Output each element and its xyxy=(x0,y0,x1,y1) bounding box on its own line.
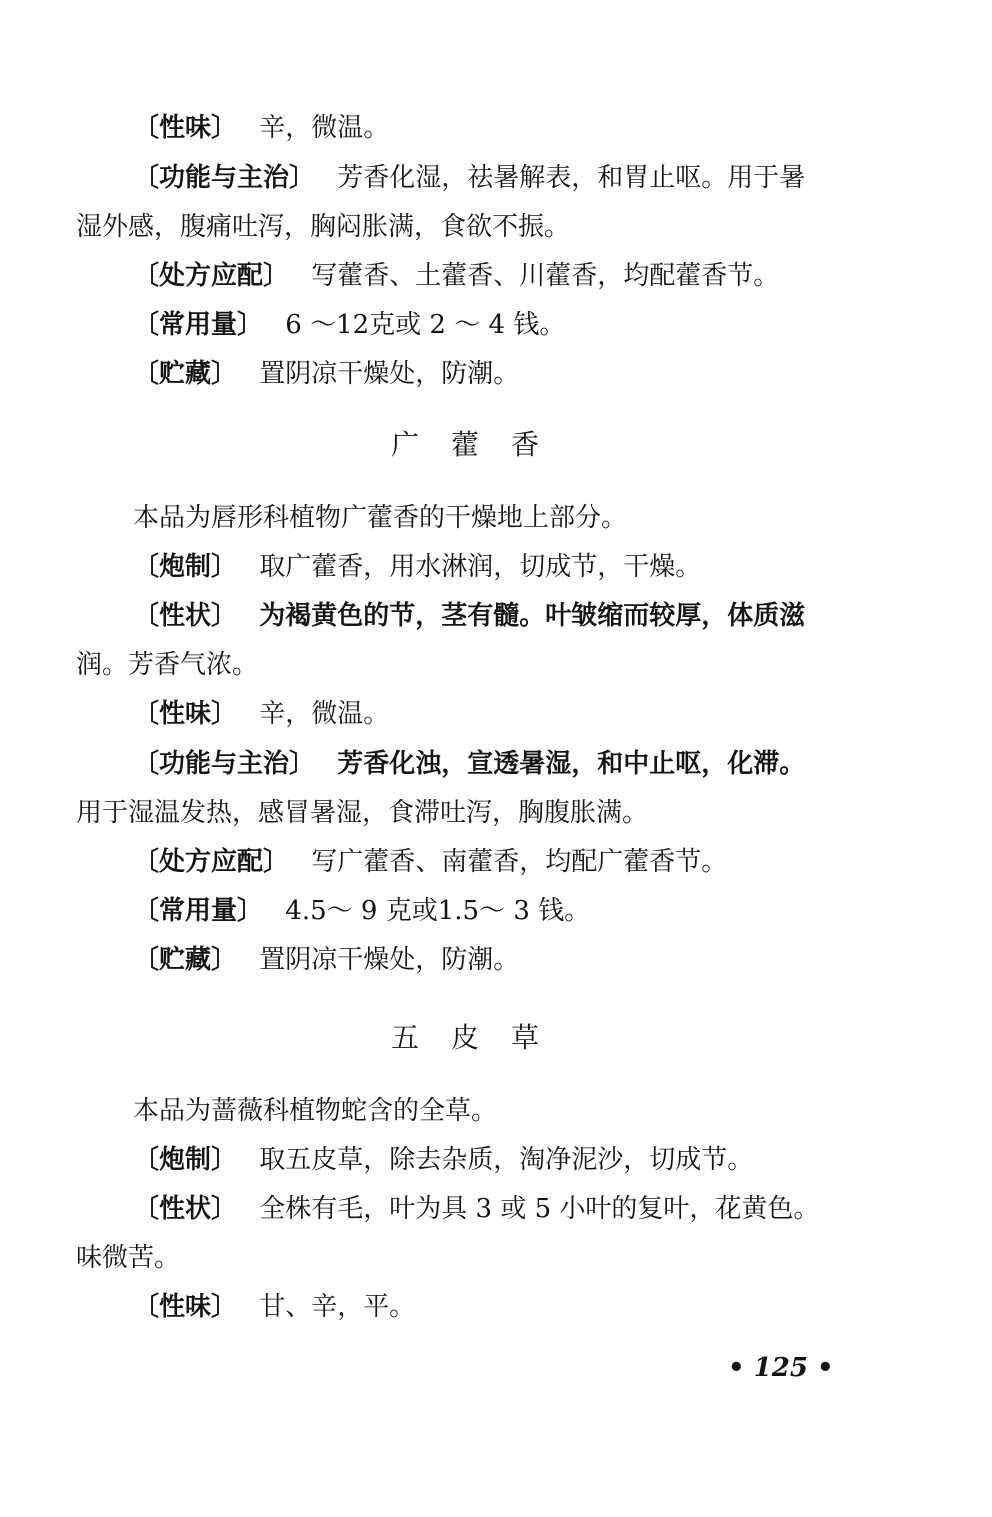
section-title-wupicao: 五皮草 xyxy=(390,1021,571,1054)
zhucang-entry-1 xyxy=(133,350,519,398)
chufang-label: 〔处方应配〕 xyxy=(133,261,290,291)
xingzhuang-text-line2: 润。芳香气浓。 xyxy=(76,650,259,680)
paozhi-entry-3 xyxy=(133,1136,753,1184)
gongneng-text-line1: 芳香化浊，宣透暑湿，和中止呕，化滞。 xyxy=(337,749,806,779)
yongliang-entry-2 xyxy=(133,887,590,935)
xingzhuang-text-line2: 味微苦。 xyxy=(76,1243,181,1273)
zhucang-text: 置阴凉干燥处，防潮。 xyxy=(259,359,520,389)
intro-wupicao: 本品为蔷薇科植物蛇含的全草。 xyxy=(133,1096,498,1126)
yongliang-text: 6 ～12克或 2 ～ 4 钱。 xyxy=(285,310,566,340)
xingwei-label: 〔性味〕 xyxy=(133,699,238,729)
xingzhuang-text-line1: 为褐黄色的节，茎有髓。叶皱缩而较厚，体质滋 xyxy=(259,601,806,631)
chufang-entry-1 xyxy=(133,252,779,300)
gongneng-text-line2: 用于湿温发热，感冒暑湿，食滞吐泻，胸腹胀满。 xyxy=(76,798,649,828)
xingwei-entry-1 xyxy=(133,104,389,152)
zhucang-label: 〔贮藏〕 xyxy=(133,359,238,389)
intro-guanghuoxiang: 本品为唇形科植物广藿香的干燥地上部分。 xyxy=(133,503,628,533)
page-number: • 125 • xyxy=(728,1353,834,1383)
gongneng-label: 〔功能与主治〕 xyxy=(133,749,316,779)
paozhi-text: 取广藿香，用水淋润，切成节，干燥。 xyxy=(259,552,702,582)
gongneng-text-line1: 芳香化湿，祛暑解表，和胃止呕。用于暑 xyxy=(337,163,806,193)
section-title-guanghuoxiang: 广藿香 xyxy=(390,428,571,461)
xingwei-text: 甘、辛，平。 xyxy=(259,1292,416,1322)
chufang-entry-2 xyxy=(133,838,727,886)
gongneng-text-line2: 湿外感，腹痛吐泻，胸闷胀满，食欲不振。 xyxy=(76,212,571,242)
xingwei-entry-3 xyxy=(133,1283,415,1331)
xingzhuang-text-line1: 全株有毛，叶为具 3 或 5 小叶的复叶，花黄色。 xyxy=(259,1194,820,1224)
paozhi-label: 〔炮制〕 xyxy=(133,1145,238,1175)
gongneng-entry-2 xyxy=(133,740,805,788)
xingwei-label: 〔性味〕 xyxy=(133,113,238,143)
xingzhuang-entry-3 xyxy=(133,1185,819,1233)
yongliang-label: 〔常用量〕 xyxy=(133,896,264,926)
yongliang-label: 〔常用量〕 xyxy=(133,310,264,340)
yongliang-text: 4.5～ 9 克或1.5～ 3 钱。 xyxy=(285,896,591,926)
yongliang-entry-1 xyxy=(133,301,565,349)
zhucang-entry-2 xyxy=(133,936,519,984)
chufang-text: 写藿香、土藿香、川藿香，均配藿香节。 xyxy=(311,261,780,291)
xingzhuang-label: 〔性状〕 xyxy=(133,601,238,631)
xingzhuang-entry-2 xyxy=(133,592,805,640)
paozhi-label: 〔炮制〕 xyxy=(133,552,238,582)
xingwei-text: 辛，微温。 xyxy=(259,699,390,729)
paozhi-text: 取五皮草，除去杂质，淘净泥沙，切成节。 xyxy=(259,1145,754,1175)
paozhi-entry-2 xyxy=(133,543,701,591)
gongneng-label: 〔功能与主治〕 xyxy=(133,163,316,193)
zhucang-label: 〔贮藏〕 xyxy=(133,945,238,975)
zhucang-text: 置阴凉干燥处，防潮。 xyxy=(259,945,520,975)
chufang-text: 写广藿香、南藿香，均配广藿香节。 xyxy=(311,847,728,877)
xingwei-entry-2 xyxy=(133,690,389,738)
xingwei-label: 〔性味〕 xyxy=(133,1292,238,1322)
gongneng-entry-1 xyxy=(133,154,805,202)
xingwei-text: 辛，微温。 xyxy=(259,113,390,143)
xingzhuang-label: 〔性状〕 xyxy=(133,1194,238,1224)
chufang-label: 〔处方应配〕 xyxy=(133,847,290,877)
